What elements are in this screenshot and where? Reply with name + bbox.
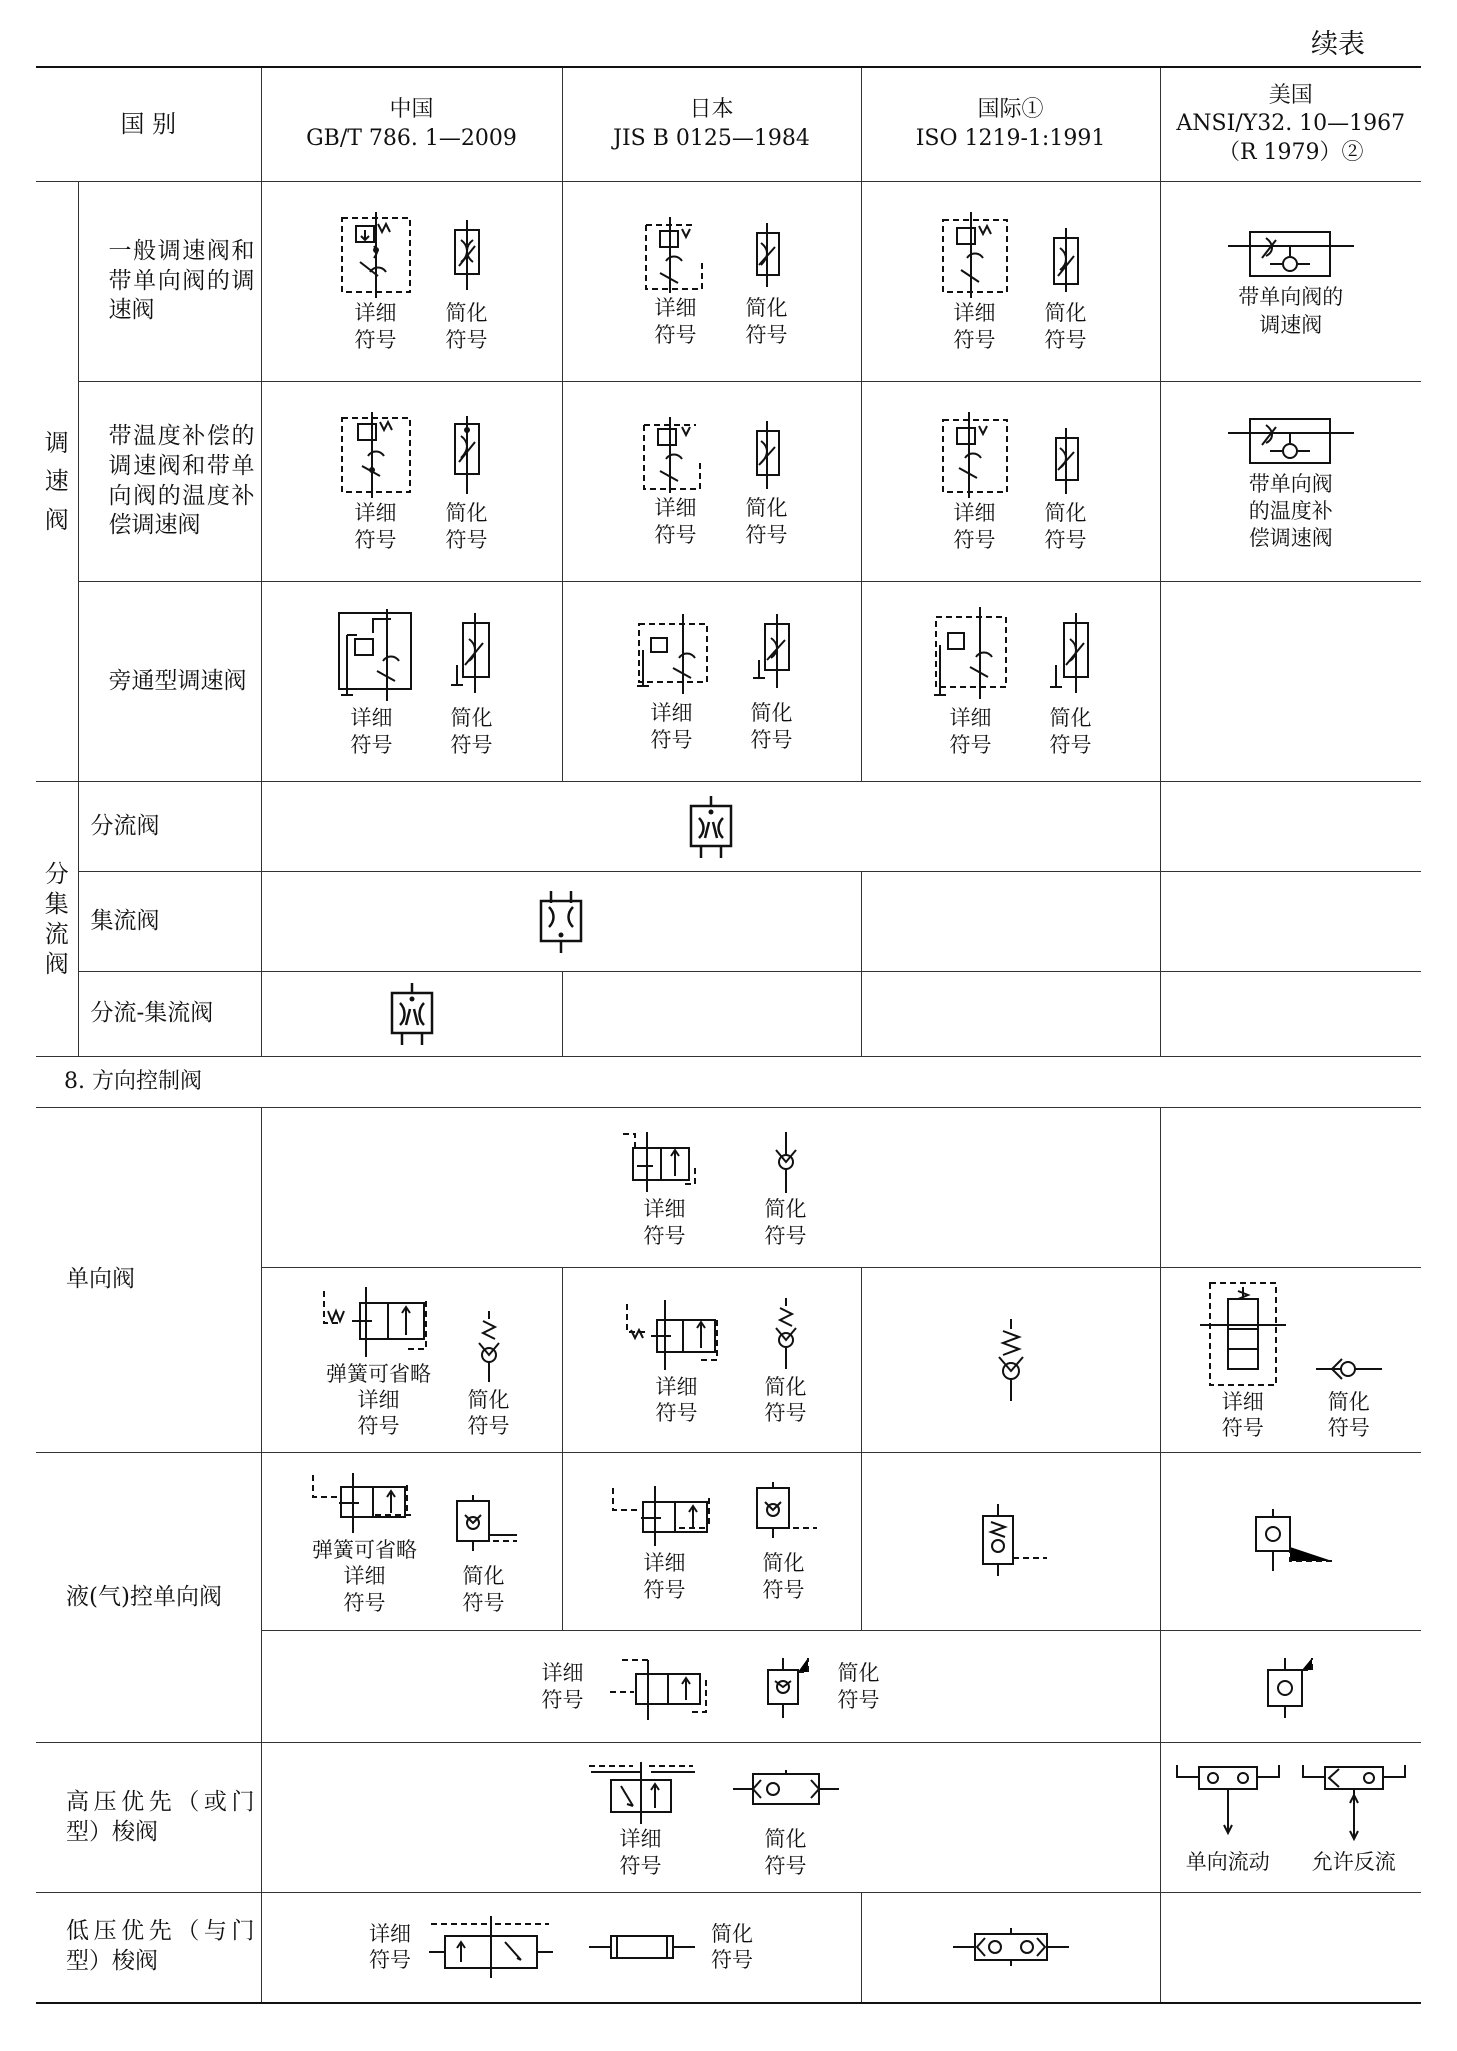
cell-japan-speed-2 (562, 382, 861, 582)
caption-simple: 简化 符号 (462, 1564, 505, 1615)
cell-usa-pilot-2 (1160, 1631, 1421, 1743)
header-usa-std2: （R 1979）② (1217, 139, 1364, 165)
speed-valve-detail-symbol (935, 210, 1015, 300)
usa-caption-reverse: 允许反流 (1311, 1850, 1396, 1875)
pilot-check-detail-symbol (602, 1652, 722, 1722)
header-china (261, 67, 562, 182)
high-shuttle-detail-symbol (581, 1756, 701, 1826)
cell-usa-speed-1 (1160, 182, 1421, 382)
group-flow-valve (36, 782, 78, 1057)
cell-intl-speed-1 (861, 182, 1160, 382)
usa-check-valve-detail-symbol (1198, 1279, 1288, 1389)
pilot-check-simple-symbol (760, 1652, 820, 1722)
caption-detail: 详细 符号 (350, 706, 393, 757)
caption-simple: 简化 符号 (745, 296, 788, 347)
row-name-flow-combiner: 集流阀 (78, 872, 261, 972)
cell-china-speed-2 (261, 382, 562, 582)
caption-detail: 详细 符号 (1221, 1389, 1264, 1440)
cell-intl-check-2 (861, 1268, 1160, 1453)
row-name-bypass-speed: 旁通型调速阀 (78, 582, 261, 782)
group-speed-label: 调 速 阀 (44, 428, 69, 534)
usa-shuttle-reverse-symbol (1299, 1759, 1409, 1849)
intl-check-valve-symbol (991, 1315, 1031, 1405)
check-row-1 (36, 1108, 1421, 1268)
low-shuttle-detail-symbol (425, 1912, 555, 1982)
cell-usa-flow-1 (1160, 782, 1421, 872)
cell-usa-pilot-1 (1160, 1453, 1421, 1631)
cell-flow-divider-all (261, 782, 1160, 872)
bypass-simple-symbol (747, 610, 797, 700)
cell-usa-flow-2 (1160, 872, 1421, 972)
low-shuttle-row (36, 1893, 1421, 2003)
row-name-flow-divider-combiner: 分流-集流阀 (78, 972, 261, 1057)
caption-detail: 详细 符号 (354, 301, 397, 352)
cell-flow-combiner (261, 872, 861, 972)
header-intl-std: ISO 1219-1:1991 (915, 125, 1106, 151)
temp-comp-detail-symbol (336, 410, 416, 500)
group-flow-label: 分 集 流 阀 (44, 860, 69, 978)
caption-detail: 详细 符号 (354, 501, 397, 552)
header-row (36, 67, 1421, 182)
check-valve-detail-symbol (615, 1126, 715, 1196)
section-title: 8. 方向控制阀 (36, 1057, 1421, 1108)
speed-valve-simple-symbol (747, 215, 787, 295)
caption-detail: 详细 符号 (369, 1922, 412, 1973)
caption-detail: 详细 符号 (654, 496, 697, 547)
flow-combiner-symbol (535, 889, 587, 955)
caption-detail: 详细 符号 (655, 1374, 698, 1425)
pilot-check-detail-symbol (305, 1467, 425, 1537)
usa-pilot-check-symbol (1246, 1507, 1336, 1577)
header-usa-name: 美国 (1268, 82, 1313, 108)
cell-japan-flow-3 (562, 972, 861, 1057)
header-japan-name: 日本 (689, 96, 734, 122)
bypass-simple-symbol (447, 605, 497, 705)
section-row (36, 1057, 1421, 1108)
cell-japan-pilot-1 (562, 1453, 861, 1631)
flow-divider-combiner-symbol (386, 981, 438, 1047)
caption-simple: 简化 符号 (837, 1661, 880, 1712)
intl-pilot-check-symbol (971, 1502, 1051, 1582)
cell-china-pilot-1 (261, 1453, 562, 1631)
header-country: 国 别 (36, 67, 261, 182)
header-china-std: GB/T 786. 1—2009 (306, 125, 517, 151)
flow-divider-symbol (685, 794, 737, 860)
cell-usa-speed-2 (1160, 382, 1421, 582)
caption-spring-optional: 弹簧可省略 (326, 1361, 432, 1386)
usa-temp-comp-valve-symbol (1226, 411, 1356, 471)
caption-detail: 详细 符号 (619, 1827, 662, 1878)
row-name-pilot-check: 液(气)控单向阀 (36, 1453, 261, 1743)
speed-row-3 (36, 582, 1421, 782)
speed-valve-detail-symbol (636, 215, 716, 295)
cell-china-speed-1 (261, 182, 562, 382)
temp-comp-detail-symbol (636, 415, 716, 495)
cell-intl-flow-3 (861, 972, 1160, 1057)
row-name-check-valve: 单向阀 (36, 1108, 261, 1453)
cell-intl-speed-3 (861, 582, 1160, 782)
cell-china-speed-3 (261, 582, 562, 782)
intl-low-shuttle-symbol (951, 1922, 1071, 1972)
header-japan (562, 67, 861, 182)
bypass-detail-symbol (327, 605, 417, 705)
caption-simple: 简化 符号 (450, 706, 493, 757)
usa-caption-one-way: 单向流动 (1185, 1850, 1270, 1875)
cell-usa-check-1 (1160, 1108, 1421, 1268)
high-shuttle-row (36, 1743, 1421, 1893)
cell-low-shuttle-china-japan (261, 1893, 861, 2003)
cell-japan-speed-3 (562, 582, 861, 782)
cell-flow-divider-combiner (261, 972, 562, 1057)
cell-intl-pilot-1 (861, 1453, 1160, 1631)
cell-japan-check-2 (562, 1268, 861, 1453)
speed-valve-simple-symbol (1046, 220, 1086, 300)
pilot-row-1 (36, 1453, 1421, 1631)
caption-simple: 简化 符号 (762, 1551, 805, 1602)
caption-simple: 简化 符号 (467, 1387, 510, 1439)
check-valve-spring-detail-symbol (617, 1294, 737, 1374)
temp-comp-simple-symbol (447, 410, 487, 500)
caption-simple: 简化 符号 (711, 1922, 754, 1973)
continued-label: 续表 (1311, 29, 1365, 60)
caption-detail: 详细 符号 (357, 1387, 400, 1439)
cell-intl-flow-2 (861, 872, 1160, 972)
caption-detail: 详细 符号 (643, 1197, 686, 1248)
speed-row-2 (36, 382, 1421, 582)
usa-pilot-check-symbol (1256, 1652, 1326, 1722)
speed-valve-simple-symbol (447, 210, 487, 300)
row-name-low-shuttle: 低压优先（与门型）梭阀 (36, 1893, 261, 2003)
temp-comp-simple-symbol (747, 415, 787, 495)
cell-china-check-2 (261, 1268, 562, 1453)
caption-detail: 详细 符号 (949, 706, 992, 757)
flow-row-2 (36, 872, 1421, 972)
flow-row-1 (36, 782, 1421, 872)
cell-pilot-shared (261, 1631, 1160, 1743)
caption-detail: 详细 符号 (953, 301, 996, 352)
caption-detail: 详细 符号 (643, 1551, 686, 1602)
caption-simple: 简化 符号 (445, 301, 488, 352)
usa-check-valve-simple-symbol (1314, 1349, 1384, 1389)
usa-caption-speed-1: 带单向阀的 调速阀 (1238, 285, 1344, 337)
low-shuttle-simple-symbol (587, 1922, 697, 1972)
cell-usa-check-2 (1160, 1268, 1421, 1453)
group-speed-valve (36, 182, 78, 782)
caption-simple: 简化 符号 (1044, 301, 1087, 352)
caption-detail: 详细 符号 (650, 701, 693, 752)
usa-shuttle-one-way-symbol (1173, 1759, 1283, 1849)
header-intl (861, 67, 1160, 182)
caption-spring-optional: 弹簧可省略 (312, 1538, 418, 1563)
cell-high-shuttle-shared (261, 1743, 1160, 1893)
check-valve-spring-simple-symbol (469, 1307, 509, 1387)
speed-row-1 (36, 182, 1421, 382)
cell-usa-speed-3 (1160, 582, 1421, 782)
header-china-name: 中国 (389, 96, 434, 122)
check-valve-simple-symbol (766, 1126, 806, 1196)
flow-row-3 (36, 972, 1421, 1057)
caption-simple: 简化 符号 (1044, 501, 1087, 552)
cell-usa-low-shuttle (1160, 1893, 1421, 2003)
cell-intl-speed-2 (861, 382, 1160, 582)
caption-detail: 详细 符号 (343, 1564, 386, 1615)
row-name-high-shuttle: 高压优先（或门型）梭阀 (36, 1743, 261, 1893)
speed-valve-detail-symbol (336, 210, 416, 300)
cell-check-shared (261, 1108, 1160, 1268)
pilot-check-simple-symbol (749, 1480, 819, 1550)
temp-comp-detail-symbol (935, 410, 1015, 500)
caption-simple: 简化 符号 (764, 1827, 807, 1878)
header-japan-std: JIS B 0125—1984 (613, 125, 810, 151)
caption-detail: 详细 符号 (654, 296, 697, 347)
bypass-detail-symbol (627, 610, 717, 700)
header-usa (1160, 67, 1421, 182)
caption-simple: 简化 符号 (445, 501, 488, 552)
temp-comp-simple-symbol (1046, 420, 1086, 500)
row-name-temp-comp-speed: 带温度补偿的调速阀和带单向阀的温度补偿调速阀 (78, 382, 261, 582)
cell-usa-high-shuttle (1160, 1743, 1421, 1893)
caption-simple: 简化 符号 (1327, 1389, 1370, 1440)
usa-check-speed-valve-symbol (1226, 224, 1356, 284)
high-shuttle-simple-symbol (731, 1756, 841, 1826)
caption-detail: 详细 符号 (541, 1661, 584, 1712)
usa-caption-speed-2: 带单向阀 的温度补 偿调速阀 (1248, 471, 1333, 551)
caption-simple: 简化 符号 (750, 701, 793, 752)
bypass-detail-symbol (926, 605, 1016, 705)
caption-simple: 简化 符号 (745, 496, 788, 547)
row-name-general-speed: 一般调速阀和带单向阀的调速阀 (78, 182, 261, 382)
pilot-check-simple-symbol (449, 1493, 519, 1563)
cell-japan-speed-1 (562, 182, 861, 382)
cell-intl-low-shuttle (861, 1893, 1160, 2003)
bypass-simple-symbol (1046, 605, 1096, 705)
caption-simple: 简化 符号 (1049, 706, 1092, 757)
cell-usa-flow-3 (1160, 972, 1421, 1057)
caption-simple: 简化 符号 (764, 1197, 807, 1248)
check-valve-spring-simple-symbol (766, 1294, 806, 1374)
header-intl-name: 国际① (977, 96, 1044, 122)
pilot-check-detail-symbol (605, 1480, 725, 1550)
symbol-table (36, 66, 1421, 2004)
row-name-flow-divider: 分流阀 (78, 782, 261, 872)
caption-detail: 详细 符号 (953, 501, 996, 552)
header-usa-std: ANSI/Y32. 10—1967 (1176, 111, 1406, 137)
caption-simple: 简化 符号 (764, 1374, 807, 1425)
check-valve-spring-detail-symbol (314, 1281, 444, 1361)
